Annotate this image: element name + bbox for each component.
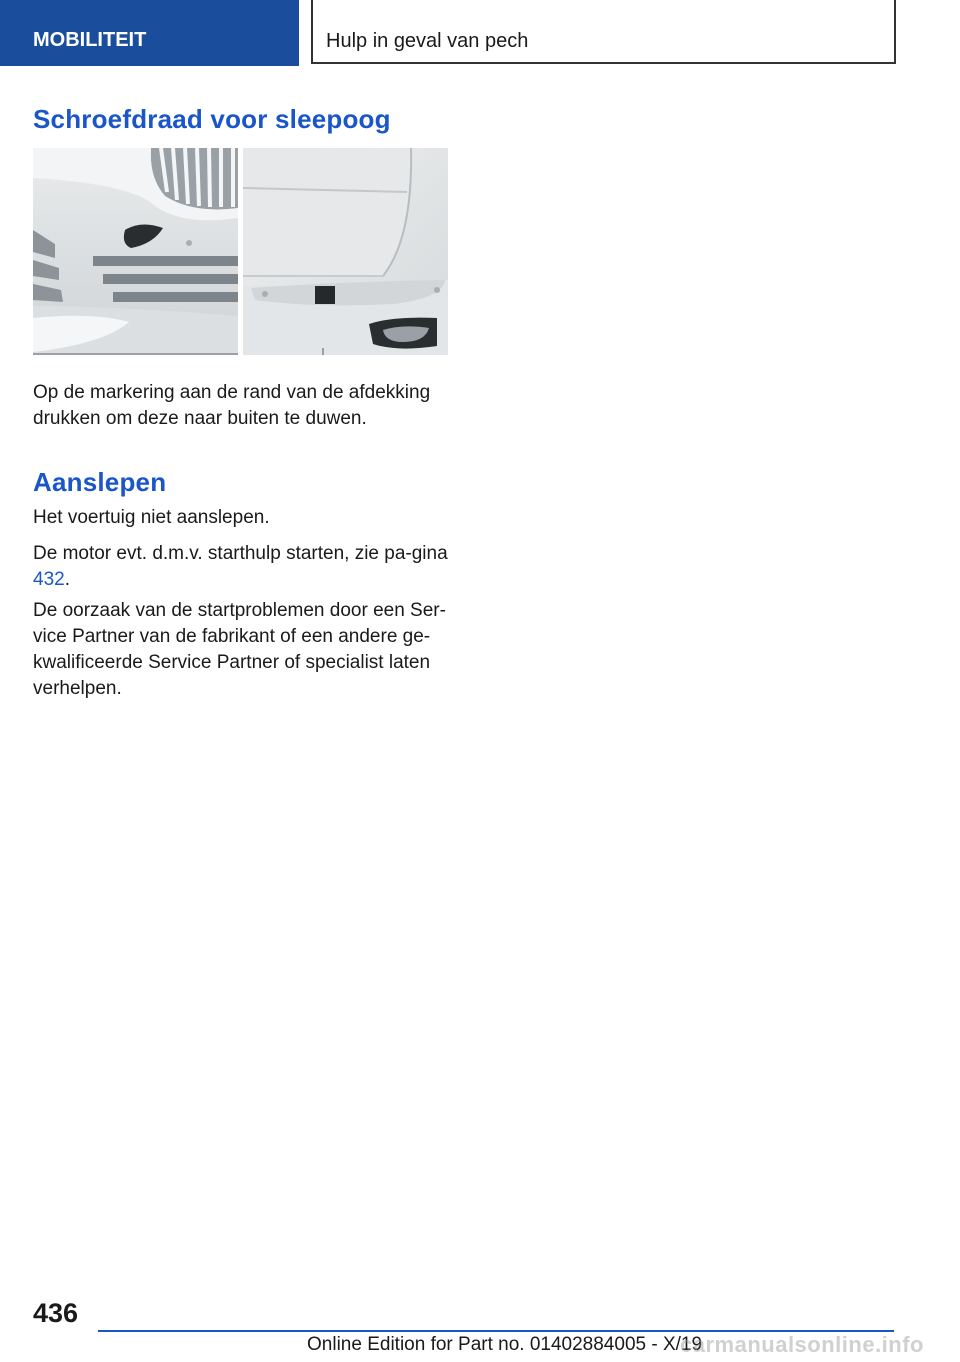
towing-paragraph-2-text: De motor evt. d.m.v. starthulp starten, zie pa-gina: [33, 543, 448, 564]
heading-tow-eye-thread: Schroefdraad voor sleepoog: [33, 104, 391, 134]
page-header: [0, 0, 896, 66]
tow-eye-instruction: Op de markering aan de rand van de afdekking drukken om deze naar buiten te duwen.: [33, 382, 431, 429]
footer-edition: Online Edition for Part no. 01402884005 - X/19: [307, 1334, 703, 1355]
page-number: 436: [33, 1298, 79, 1328]
towing-paragraph-3: De oorzaak van de startproblemen door een Ser-vice Partner van de fabrikant of een andere ge-kwalificeerde Service Partner of specialist laten verhelpen.: [33, 600, 446, 699]
towing-paragraph-2-end: .: [64, 569, 70, 590]
section-title: Hulp in geval van pech: [311, 0, 896, 64]
tow-eye-figure: [33, 148, 448, 355]
front-bumper-icon: [33, 148, 238, 355]
heading-towing: Aanslepen: [33, 467, 167, 497]
towing-paragraph-1: Het voertuig niet aanslepen.: [33, 507, 270, 528]
chapter-title: MOBILITEIT: [0, 0, 299, 66]
watermark: carmanualsonline.info: [680, 1332, 924, 1357]
page-reference-link[interactable]: 432: [33, 569, 65, 590]
towing-paragraph-2: [33, 541, 453, 593]
rear-bumper-icon: [243, 148, 448, 355]
